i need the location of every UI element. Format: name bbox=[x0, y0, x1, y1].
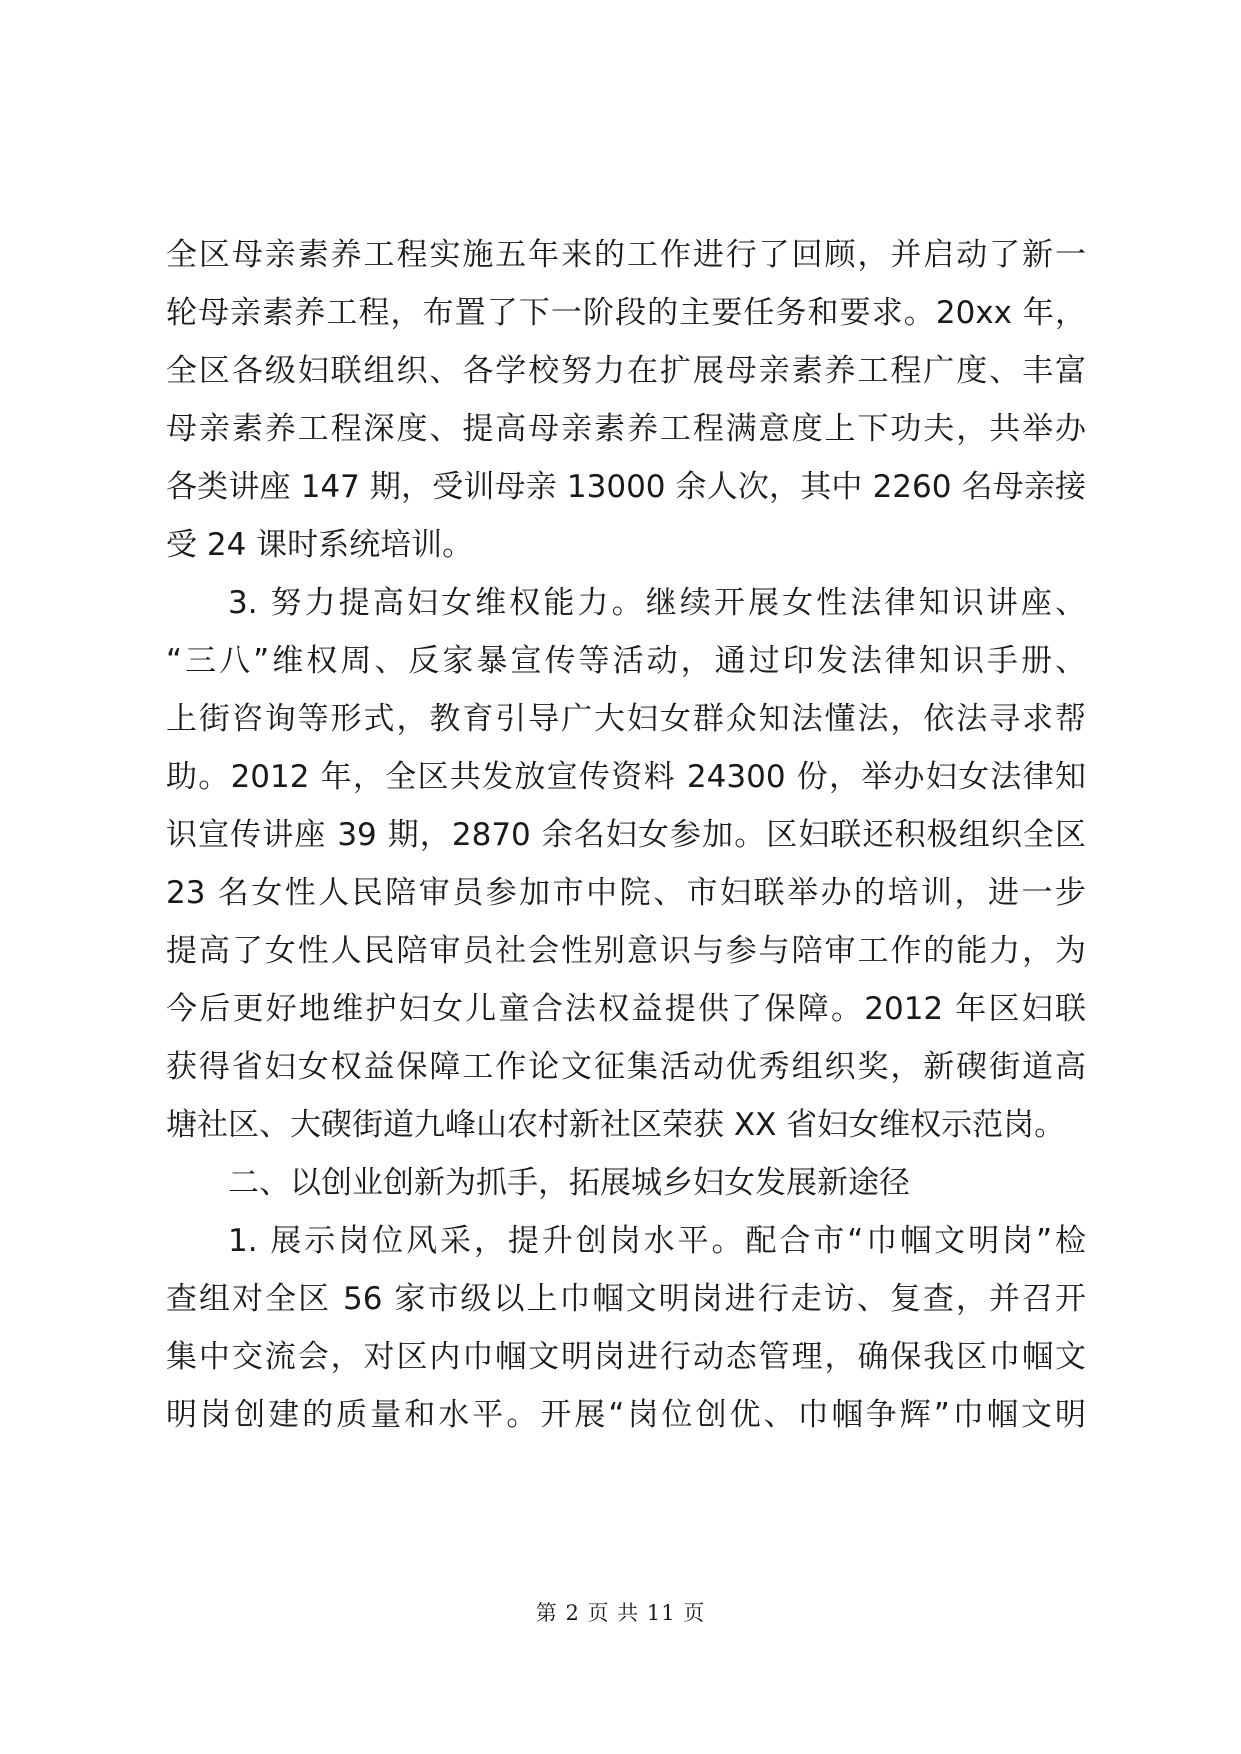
text-line: 今后更好地维护妇女儿童合法权益提供了保障。2012 年区妇联 bbox=[166, 991, 1086, 1027]
text-line: 3. 努力提高妇女维权能力。继续开展女性法律知识讲座、 bbox=[228, 585, 1086, 621]
text-line: “三八”维权周、反家暴宣传等活动，通过印发法律知识手册、 bbox=[166, 643, 1086, 679]
text-line: 上街咨询等形式，教育引导广大妇女群众知法懂法，依法寻求帮 bbox=[166, 701, 1086, 737]
text-line: 提高了女性人民陪审员社会性别意识与参与陪审工作的能力，为 bbox=[166, 933, 1086, 969]
text-line: 查组对全区 56 家市级以上巾帼文明岗进行走访、复查，并召开 bbox=[166, 1281, 1086, 1317]
text-line: 塘社区、大碶街道九峰山农村新社区荣获 XX 省妇女维权示范岗。 bbox=[166, 1107, 1066, 1143]
text-line: 受 24 课时系统培训。 bbox=[166, 527, 474, 563]
document-body bbox=[166, 226, 1086, 1444]
text-line: 各类讲座 147 期，受训母亲 13000 余人次，其中 2260 名母亲接 bbox=[166, 469, 1086, 505]
text-line: 1. 展示岗位风采，提升创岗水平。配合市“巾帼文明岗”检 bbox=[228, 1223, 1086, 1259]
text-line: 全区母亲素养工程实施五年来的工作进行了回顾，并启动了新一 bbox=[166, 237, 1086, 273]
text-line: 23 名女性人民陪审员参加市中院、市妇联举办的培训，进一步 bbox=[166, 875, 1086, 911]
page-number-footer: 第 2 页 共 11 页 bbox=[535, 1601, 706, 1625]
text-line: 集中交流会，对区内巾帼文明岗进行动态管理，确保我区巾帼文 bbox=[166, 1339, 1086, 1375]
text-line: 明岗创建的质量和水平。开展“岗位创优、巾帼争辉”巾帼文明 bbox=[166, 1397, 1086, 1433]
text-line: 母亲素养工程深度、提高母亲素养工程满意度上下功夫，共举办 bbox=[166, 411, 1086, 447]
text-line: 助。2012 年，全区共发放宣传资料 24300 份，举办妇女法律知 bbox=[166, 759, 1086, 795]
text-line: 获得省妇女权益保障工作论文征集活动优秀组织奖，新碶街道高 bbox=[166, 1049, 1086, 1085]
section-heading: 二、以创业创新为抓手，拓展城乡妇女发展新途径 bbox=[228, 1165, 910, 1201]
text-line: 轮母亲素养工程，布置了下一阶段的主要任务和要求。20xx 年， bbox=[166, 295, 1086, 331]
text-line: 识宣传讲座 39 期，2870 余名妇女参加。区妇联还积极组织全区 bbox=[166, 817, 1086, 853]
text-line: 全区各级妇联组织、各学校努力在扩展母亲素养工程广度、丰富 bbox=[166, 353, 1086, 389]
